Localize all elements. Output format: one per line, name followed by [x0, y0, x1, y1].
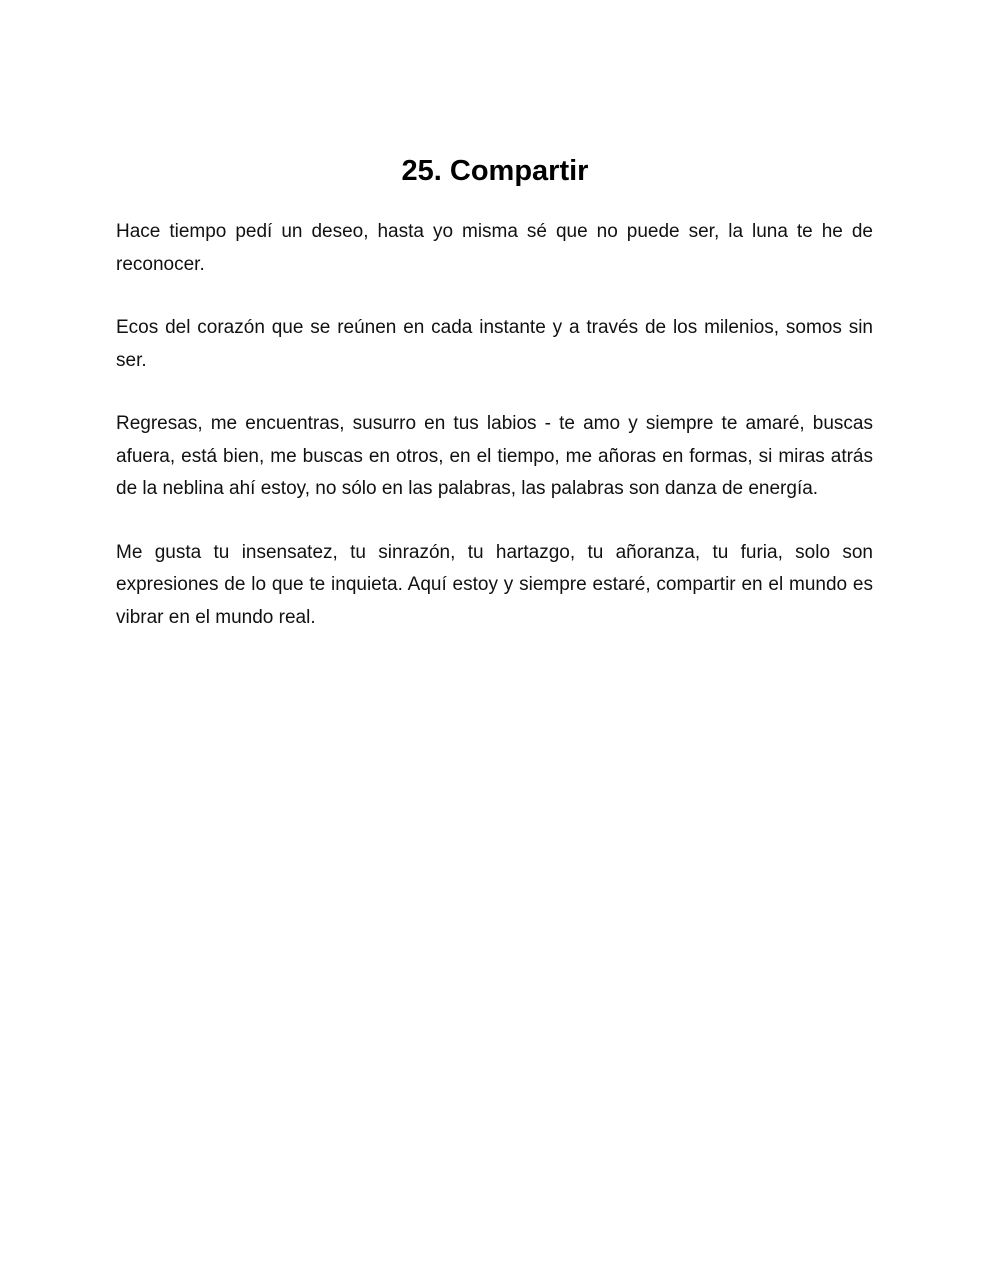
paragraph-1: Hace tiempo pedí un deseo, hasta yo misma sé que no puede ser, la luna te he de reconocer.	[116, 221, 873, 275]
paragraph-3: Regresas, me encuentras, susurro en tus labios - te amo y siempre te amaré, buscas afuera, está bien, me buscas en otros, en el tiempo, me añoras en formas, si miras atrás de la neblina ahí estoy, no sólo en las palabras, las palabras son danza de energía.	[116, 413, 873, 499]
page-title: 25. Compartir	[401, 155, 589, 187]
paragraph-2: Ecos del corazón que se reúnen en cada instante y a través de los milenios, somos sin ser.	[116, 317, 873, 371]
paragraph-4: Me gusta tu insensatez, tu sinrazón, tu hartazgo, tu añoranza, tu furia, solo son expresiones de lo que te inquieta. Aquí estoy y siempre estaré, compartir en el mundo es vibrar en el mundo real.	[116, 541, 873, 628]
document-body	[116, 216, 873, 665]
